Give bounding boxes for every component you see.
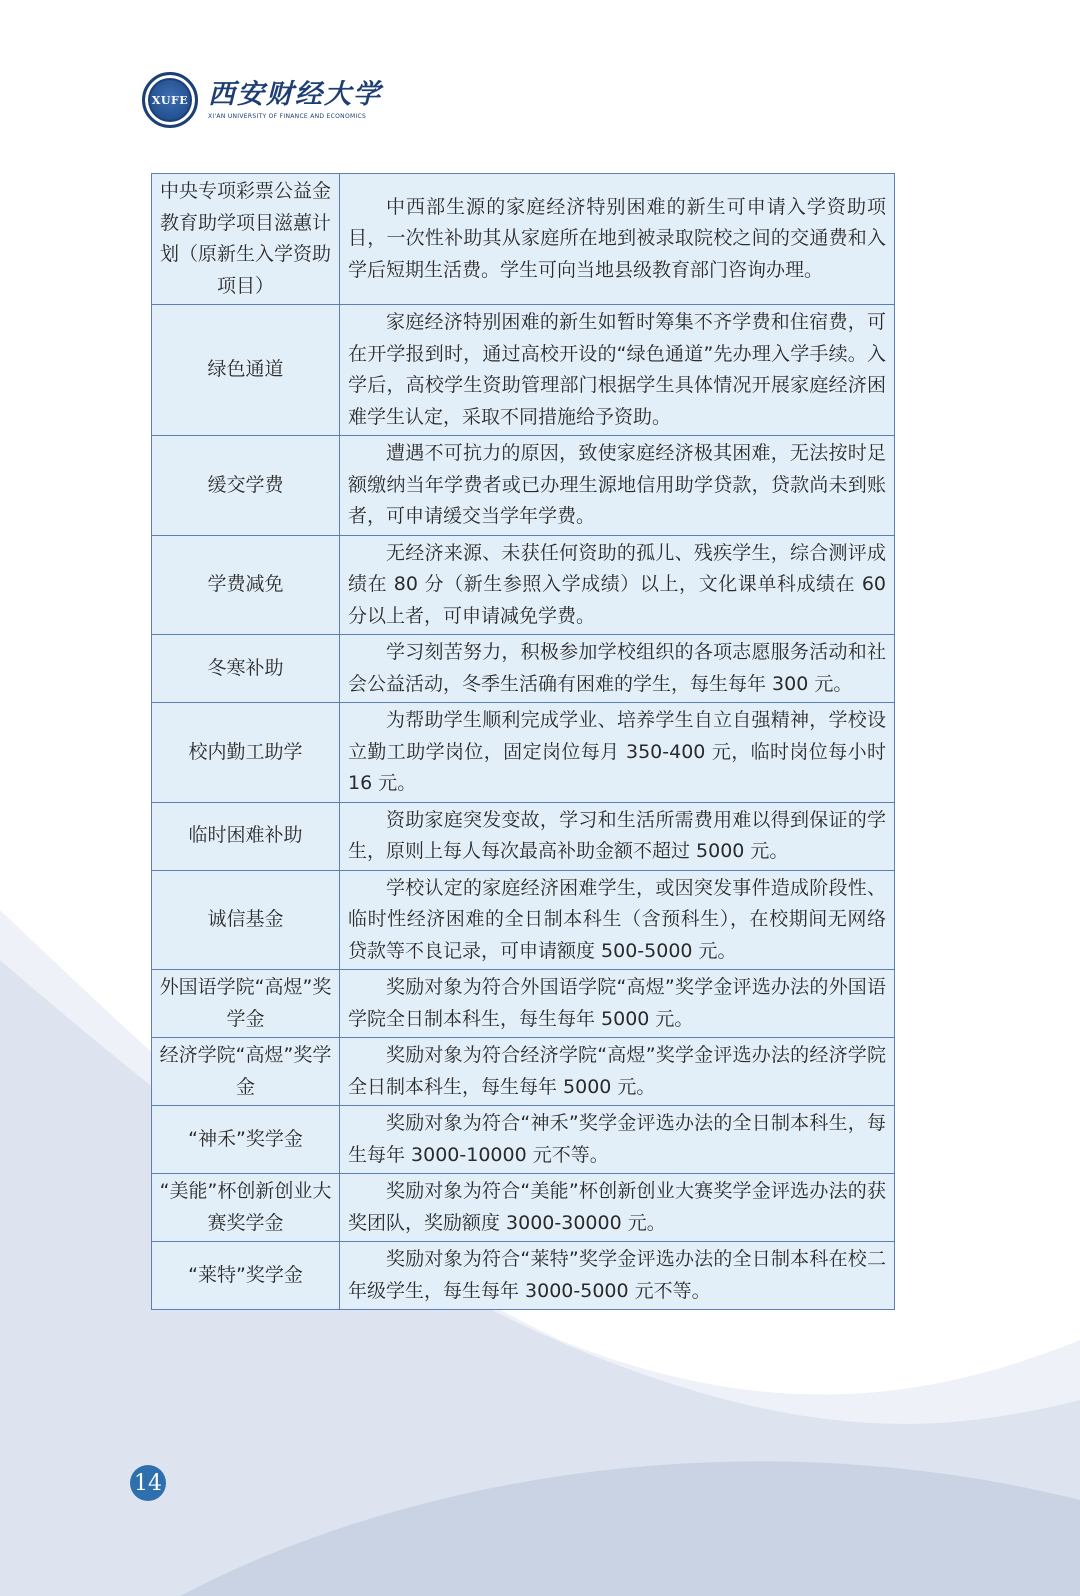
aid-item-name: “美能”杯创新创业大赛奖学金 xyxy=(152,1174,340,1242)
table-row xyxy=(152,1174,895,1242)
table-row xyxy=(152,174,895,305)
aid-item-description: 无经济来源、未获任何资助的孤儿、残疾学生，综合测评成绩在 80 分（新生参照入学成绩）以上，文化课单科成绩在 60 分以上者，可申请减免学费。 xyxy=(340,535,895,635)
table-row xyxy=(152,1242,895,1310)
table-row xyxy=(152,802,895,870)
aid-item-description: 奖励对象为符合“莱特”奖学金评选办法的全日制本科在校二年级学生，每生每年 3000-5000 元不等。 xyxy=(340,1242,895,1310)
aid-item-name: 诚信基金 xyxy=(152,870,340,970)
aid-item-description: 学校认定的家庭经济困难学生，或因突发事件造成阶段性、临时性经济困难的全日制本科生（含预科生），在校期间无网络贷款等不良记录，可申请额度 500-5000 元。 xyxy=(340,870,895,970)
university-seal-icon: XUFE xyxy=(142,72,198,128)
table-row xyxy=(152,535,895,635)
page-number-badge: 14 xyxy=(130,1465,166,1501)
aid-item-description: 为帮助学生顺利完成学业、培养学生自立自强精神，学校设立勤工助学岗位，固定岗位每月 350-400 元，临时岗位每小时 16 元。 xyxy=(340,703,895,803)
aid-item-description: 奖励对象为符合“神禾”奖学金评选办法的全日制本科生，每生每年 3000-10000 元不等。 xyxy=(340,1106,895,1174)
financial-aid-table-body xyxy=(152,174,895,1310)
logo-name-cn: 西安财经大学 xyxy=(208,79,382,110)
aid-item-name: 绿色通道 xyxy=(152,305,340,436)
aid-item-description: 遭遇不可抗力的原因，致使家庭经济极其困难，无法按时足额缴纳当年学费者或已办理生源地信用助学贷款，贷款尚未到账者，可申请缓交当学年学费。 xyxy=(340,436,895,536)
aid-item-description: 资助家庭突发变故，学习和生活所需费用难以得到保证的学生，原则上每人每次最高补助金额不超过 5000 元。 xyxy=(340,802,895,870)
aid-item-description: 奖励对象为符合“美能”杯创新创业大赛奖学金评选办法的获奖团队，奖励额度 3000-30000 元。 xyxy=(340,1174,895,1242)
aid-item-name: 校内勤工助学 xyxy=(152,703,340,803)
aid-item-description: 奖励对象为符合外国语学院“高煜”奖学金评选办法的外国语学院全日制本科生，每生每年 5000 元。 xyxy=(340,970,895,1038)
aid-item-name: 外国语学院“高煜”奖学金 xyxy=(152,970,340,1038)
aid-item-name: “莱特”奖学金 xyxy=(152,1242,340,1310)
table-row xyxy=(152,1038,895,1106)
financial-aid-table xyxy=(151,173,895,1310)
aid-item-description: 中西部生源的家庭经济特别困难的新生可申请入学资助项目，一次性补助其从家庭所在地到被录取院校之间的交通费和入学后短期生活费。学生可向当地县级教育部门咨询办理。 xyxy=(340,174,895,305)
financial-aid-table-container xyxy=(151,173,895,1310)
table-row xyxy=(152,703,895,803)
aid-item-name: 冬寒补助 xyxy=(152,635,340,703)
aid-item-name: “神禾”奖学金 xyxy=(152,1106,340,1174)
table-row xyxy=(152,436,895,536)
table-row xyxy=(152,635,895,703)
table-row xyxy=(152,870,895,970)
logo-wordmark xyxy=(208,80,382,120)
aid-item-name: 学费减免 xyxy=(152,535,340,635)
aid-item-description: 奖励对象为符合经济学院“高煜”奖学金评选办法的经济学院全日制本科生，每生每年 5000 元。 xyxy=(340,1038,895,1106)
aid-item-name: 缓交学费 xyxy=(152,436,340,536)
table-row xyxy=(152,1106,895,1174)
aid-item-name: 临时困难补助 xyxy=(152,802,340,870)
aid-item-description: 学习刻苦努力，积极参加学校组织的各项志愿服务活动和社会公益活动，冬季生活确有困难的学生，每生每年 300 元。 xyxy=(340,635,895,703)
table-row xyxy=(152,970,895,1038)
aid-item-description: 家庭经济特别困难的新生如暂时筹集不齐学费和住宿费，可在开学报到时，通过高校开设的“绿色通道”先办理入学手续。入学后，高校学生资助管理部门根据学生具体情况开展家庭经济困难学生认定，采取不同措施给予资助。 xyxy=(340,305,895,436)
university-logo xyxy=(142,72,382,128)
table-row xyxy=(152,305,895,436)
logo-name-en: XI'AN UNIVERSITY OF FINANCE AND ECONOMICS xyxy=(208,113,367,120)
aid-item-name: 中央专项彩票公益金教育助学项目滋蕙计划（原新生入学资助项目） xyxy=(152,174,340,305)
aid-item-name: 经济学院“高煜”奖学金 xyxy=(152,1038,340,1106)
